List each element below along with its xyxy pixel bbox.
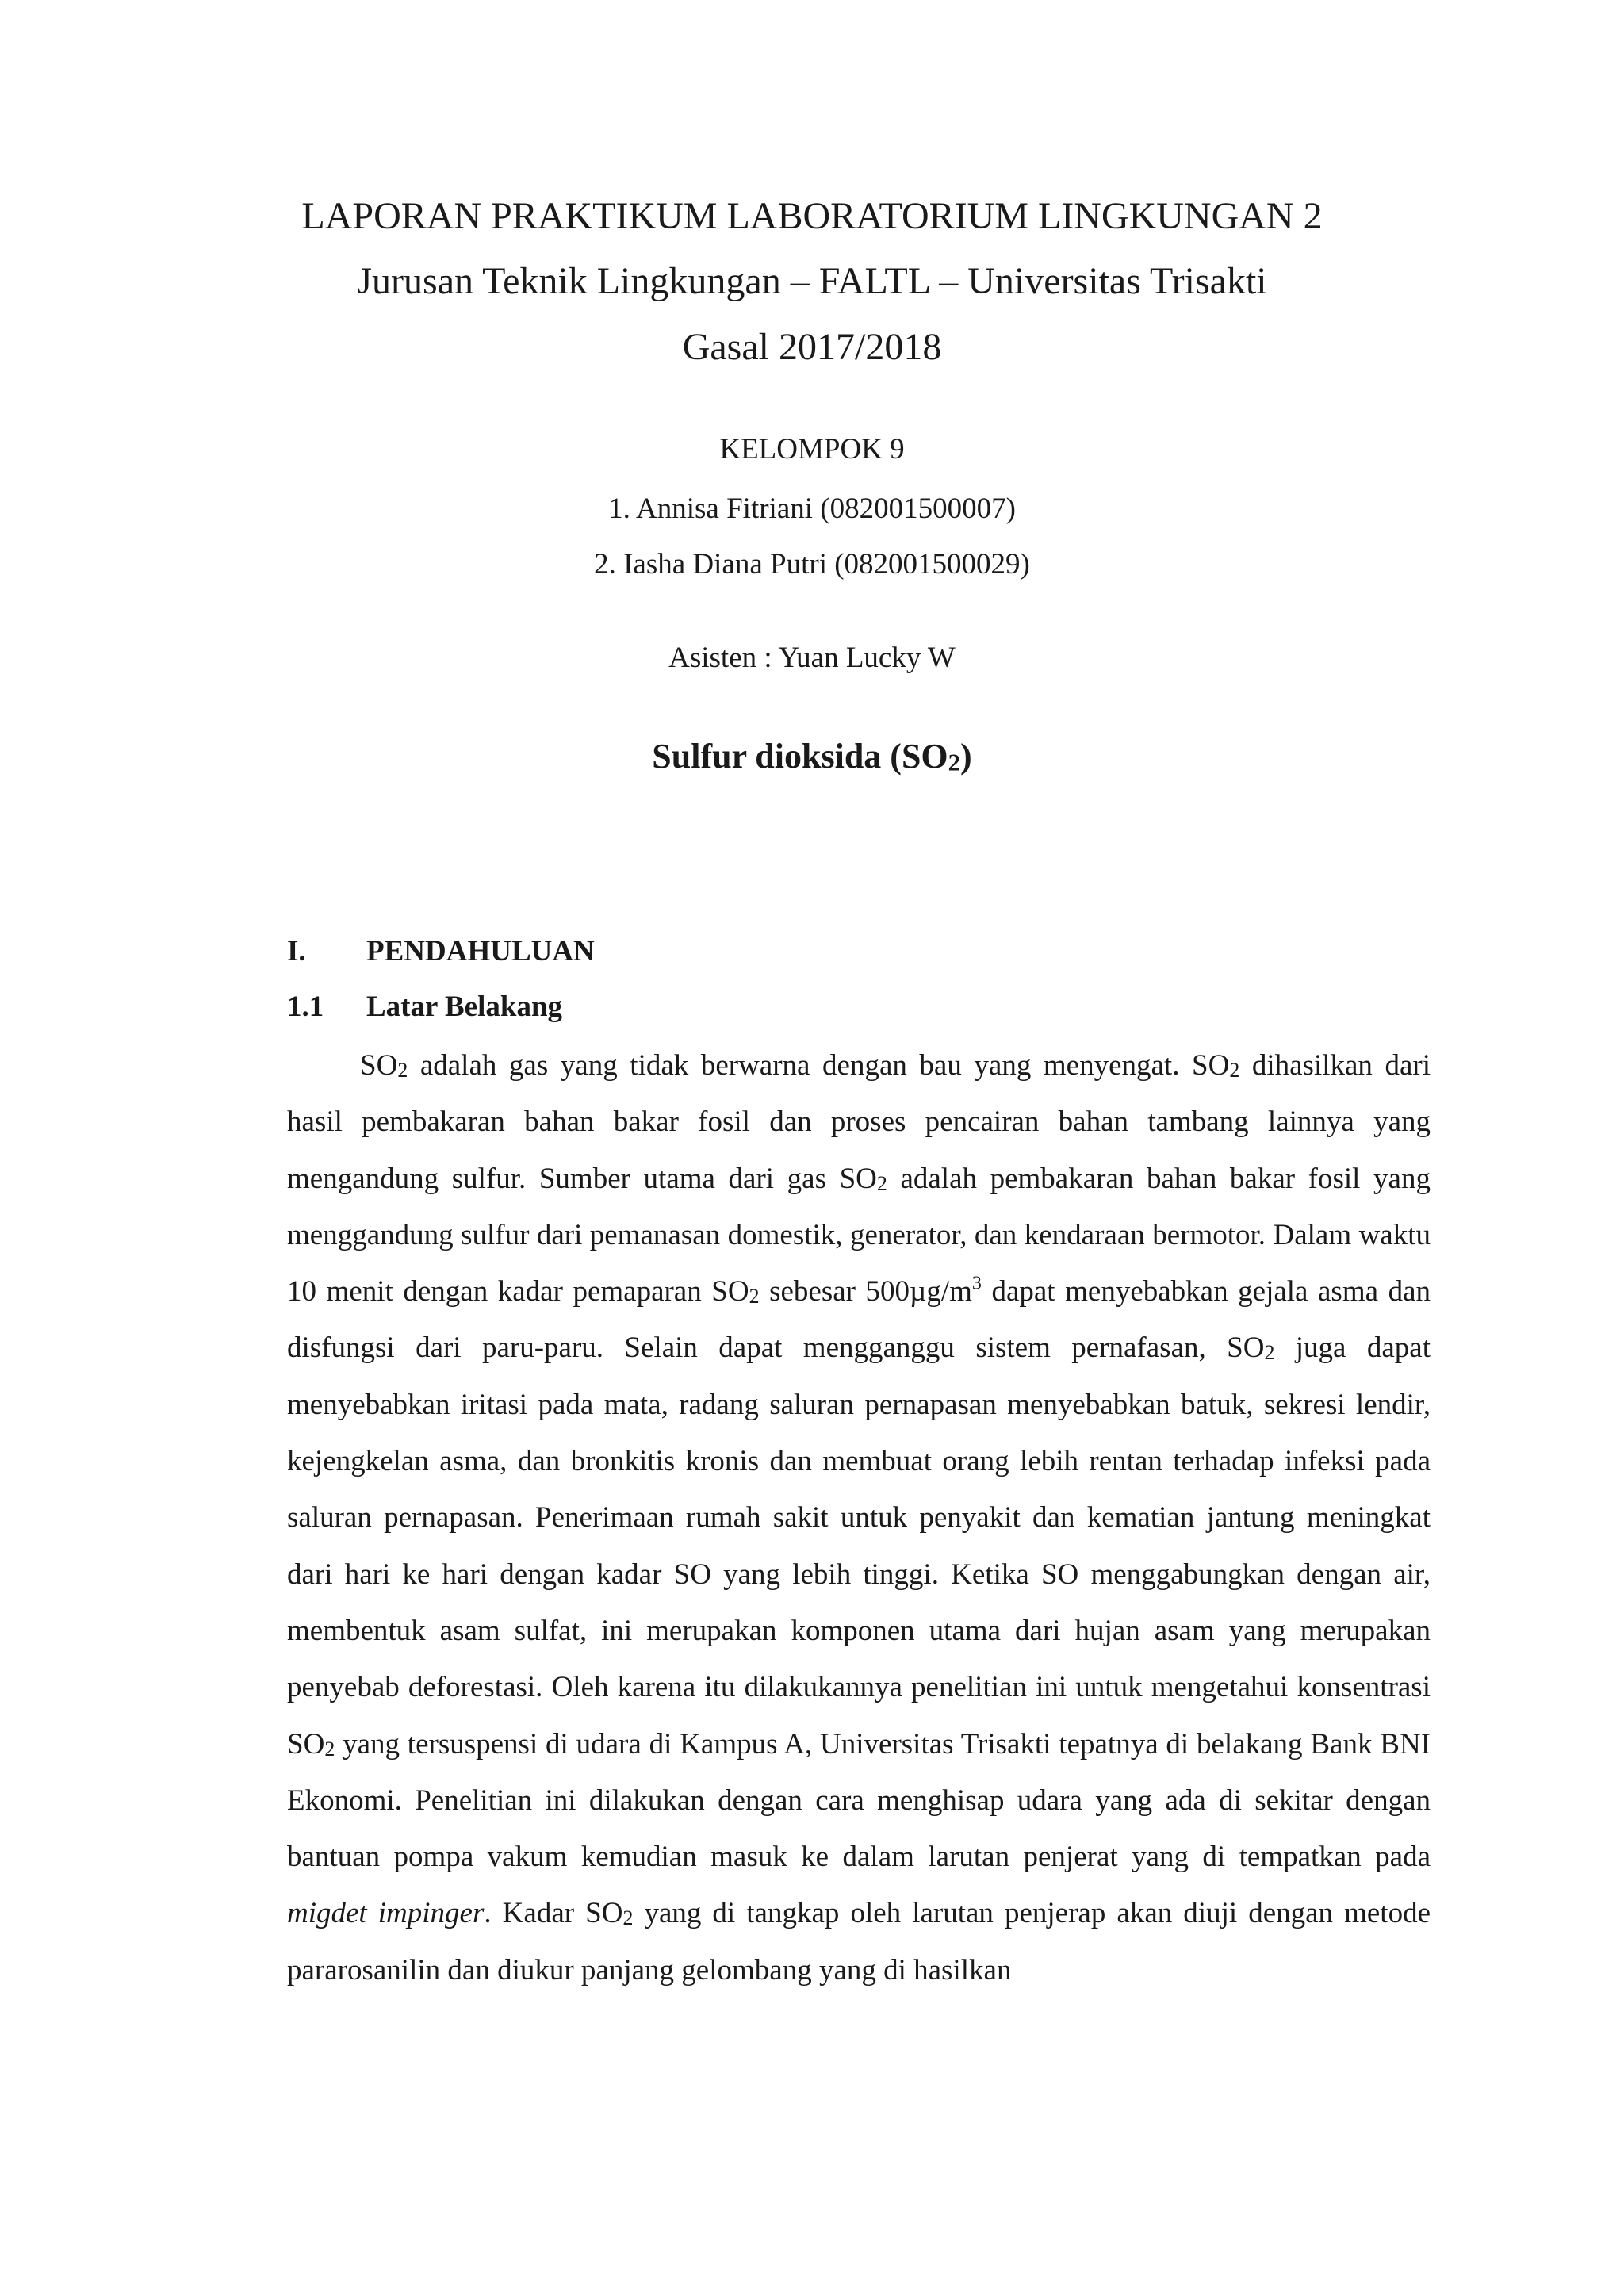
section-number: I. [287,935,306,967]
group-label: KELOMPOK 9 [719,433,905,466]
section-heading-pendahuluan [287,934,595,968]
document-title: Sulfur dioksida $(SO_2)$ [652,737,972,776]
report-title: LAPORAN PRAKTIKUM LABORATORIUM LINGKUNGAN 2 [301,195,1323,237]
subsection-number: 1.1 [287,990,324,1023]
subsection-title: Latar Belakang [366,990,563,1023]
group-member-2: 2. Iasha Diana Putri (082001500029) [594,548,1030,580]
body-paragraph: $SO_2$ adalah gas yang tidak berwarna dengan bau yang menyengat. $SO_2$ dihasilkan dari hasil pembakaran bahan bakar fosil dan proses pencairan bahan tambang lainnya yang mengandung sulfur. Sumber utama dari gas $SO_2$ adalah pembakaran bahan bakar fosil yang menggandung sulfur dari pemanasan domestik, generator, dan kendaraan bermotor. Dalam waktu 10 menit dengan kadar pemaparan $SO_2$ sebesar $500\mu g/m^3$ dapat menyebabkan gejala asma dan disfungsi dari paru-paru. Selain dapat mengganggu sistem pernafasan, $SO_2$ juga dapat menyebabkan iritasi pada mata, radang saluran pernapasan menyebabkan batuk, sekresi lendir, kejengkelan asma, dan bronkitis kronis dan membuat orang lebih rentan terhadap infeksi pada saluran pernapasan. Penerimaan rumah sakit untuk penyakit dan kematian jantung meningkat dari hari ke hari dengan kadar SO yang lebih tinggi. Ketika SO menggabungkan dengan air, membentuk asam sulfat, ini merupakan komponen utama dari hujan asam yang merupakan penyebab deforestasi. Oleh karena itu dilakukannya penelitian ini untuk mengetahui konsentrasi $SO_2$ yang tersuspensi di udara di Kampus A, Universitas Trisakti tepatnya di belakang Bank BNI Ekonomi. Penelitian ini dilakukan dengan cara menghisap udara yang ada di sekitar dengan bantuan pompa vakum kemudian masuk ke dalam larutan penjerat yang di tempatkan pada migdet impinger. Kadar $SO_2$ yang di tangkap oleh larutan penjerap akan diuji dengan metode pararosanilin dan diukur panjang gelombang yang di hasilkan [287,1049,1431,1987]
department-line: Jurusan Teknik Lingkungan – FALTL – Universitas Trisakti [357,260,1267,302]
group-member-1: 1. Annisa Fitriani (082001500007) [608,492,1016,525]
assistant-line: Asisten : Yuan Lucky W [668,642,956,674]
section-title: PENDAHULUAN [366,935,595,967]
semester-line: Gasal 2017/2018 [682,326,942,368]
subsection-heading-latar-belakang [287,990,562,1024]
